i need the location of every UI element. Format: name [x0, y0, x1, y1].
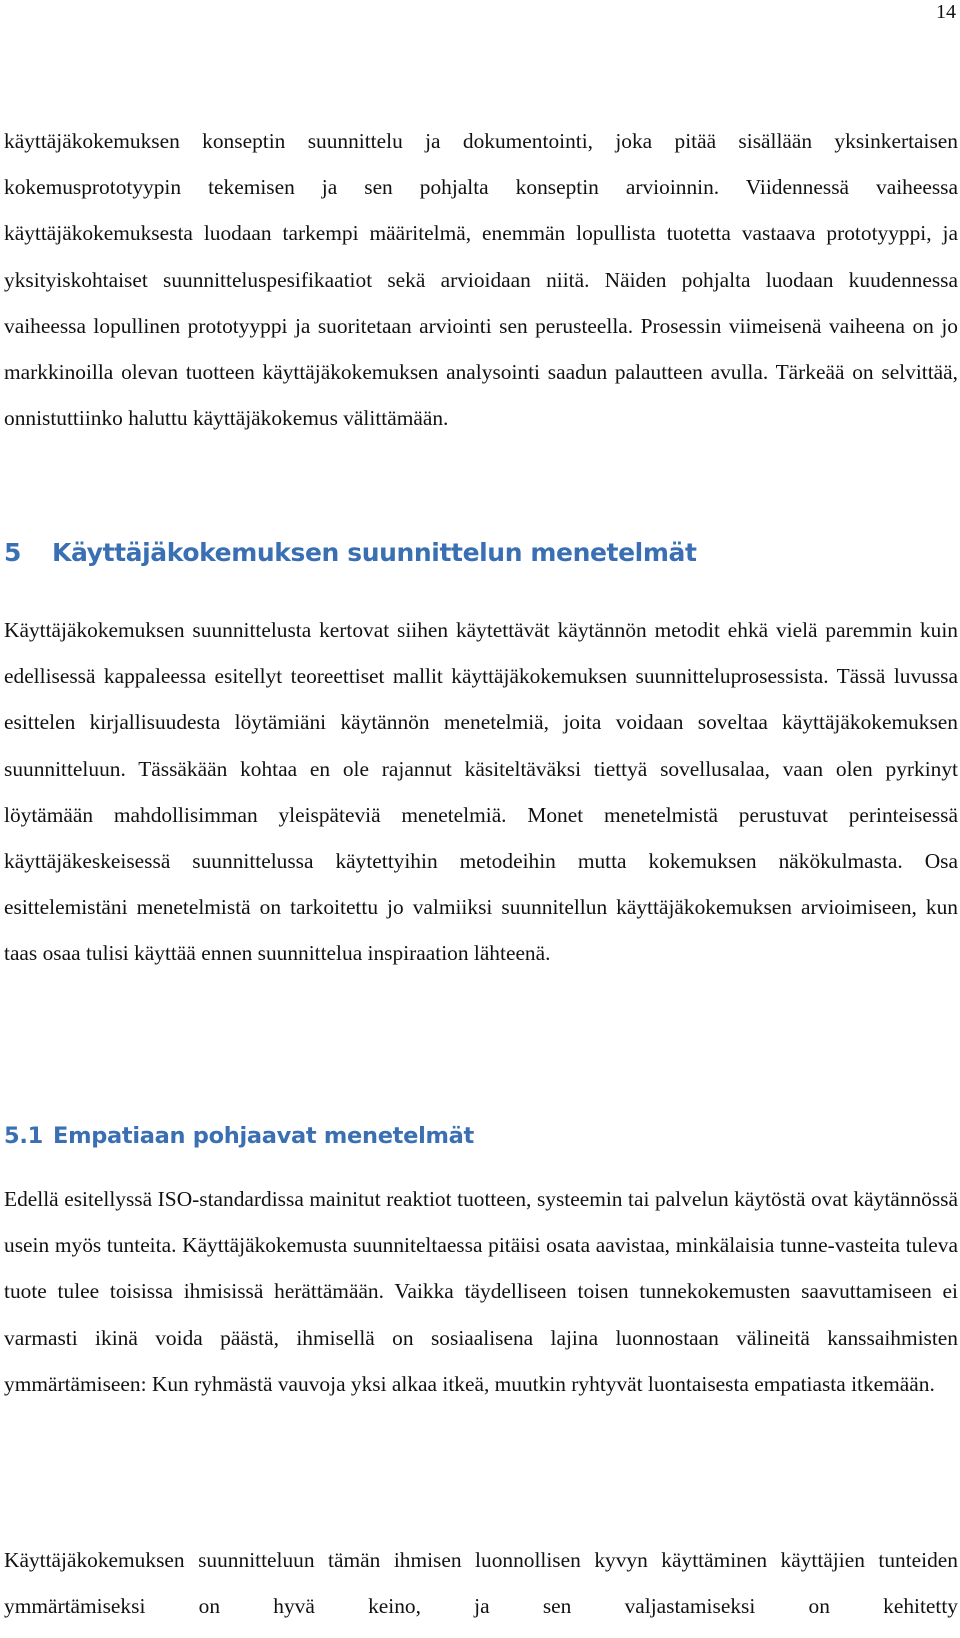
heading-number: 5.1: [4, 1123, 43, 1149]
heading-title: Empatiaan pohjaavat menetelmät: [53, 1123, 474, 1149]
paragraph-intro: käyttäjäkokemuksen konseptin suunnittelu ja dokumentointi, joka pitää sisällään yksinkertaisen kokemusprototyypin tekemisen ja sen pohjalta konseptin arvioinnin. Viidennessä vaiheessa käyttäjäkokemuksesta luodaan tarkempi määritelmä, enemmän lopullista tuotetta vastaava prototyyppi, ja yksityiskohtaiset suunnitteluspesifikaatiot sekä arvioidaan niitä. Näiden pohjalta luodaan kuudennessa vaiheessa lopullinen prototyyppi ja suoritetaan arviointi sen perusteella. Prosessin viimeisenä vaiheena on jo markkinoilla olevan tuotteen käyttäjäkokemuksen analysointi saadun palautteen avulla. Tärkeää on selvittää, onnistuttiinko haluttu käyttäjäkokemus välittämään.: [4, 129, 958, 431]
heading-section-5: [4, 535, 697, 571]
heading-section-5-1: [4, 1120, 474, 1152]
paragraph-methods-intro: Käyttäjäkokemuksen suunnittelusta kertovat siihen käytettävät käytännön metodit ehkä vielä paremmin kuin edellisessä kappaleessa esitellyt teoreettiset mallit käyttäjäkokemuksen suunnitteluprosessista. Tässä luvussa esittelen kirjallisuudesta löytämiäni käytännön menetelmiä, joita voidaan soveltaa käyttäjäkokemuksen suunnitteluun. Tässäkään kohtaa en ole rajannut käsiteltäväksi tiettyä sovellusalaa, vaan olen pyrkinyt löytämään mahdollisimman yleispäteviä menetelmiä. Monet menetelmistä perustuvat perinteisessä käyttäjäkeskeisessä suunnittelussa käytettyihin metodeihin mutta kokemuksen näkökulmasta. Osa esittelemistäni menetelmistä on tarkoitettu jo valmiiksi suunnitellun käyttäjäkokemuksen arvioimiseen, kun taas osaa tulisi käyttää ennen suunnittelua inspiraation lähteenä.: [4, 618, 958, 966]
paragraph-empathy-continued: Käyttäjäkokemuksen suunnitteluun tämän ihmisen luonnollisen kyvyn käyttäminen käyttäjien tunteiden ymmärtämiseksi on hyvä keino, ja sen valjastamiseksi on kehitetty: [4, 1548, 958, 1619]
page-number: 14: [936, 1, 956, 23]
heading-number: 5: [4, 538, 21, 567]
paragraph-empathy: Edellä esitellyssä ISO-standardissa mainitut reaktiot tuotteen, systeemin tai palvelun käytöstä ovat käytännössä usein myös tunteita. Käyttäjäkokemusta suunniteltaessa pitäisi osata aavistaa, minkälaisia tunne-vasteita tuleva tuote tulee toisissa ihmisissä herättämään. Vaikka täydelliseen toisen tunnekokemusten saavuttamiseen ei varmasti ikinä voida päästä, ihmisellä on sosiaalisena lajina luonnostaan välineitä kanssaihmisten ymmärtämiseen: Kun ryhmästä vauvoja yksi alkaa itkeä, muutkin ryhtyvät luontaisesta empatiasta itkemään.: [4, 1187, 958, 1396]
heading-title: Käyttäjäkokemuksen suunnittelun menetelmät: [52, 538, 697, 567]
